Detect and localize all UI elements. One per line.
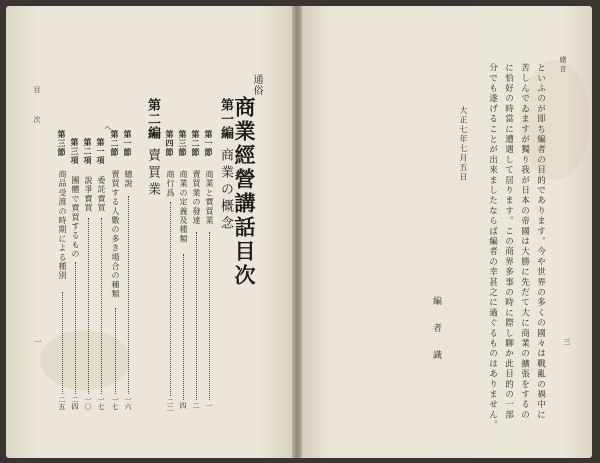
subsection-number: 第三項 — [70, 138, 80, 165]
dot-leader — [128, 196, 129, 394]
dot-leader — [196, 232, 197, 400]
section-page: 二二 — [166, 398, 174, 412]
section-page: 一 — [205, 402, 213, 409]
section-number: 第三節 — [178, 130, 188, 157]
dot-leader — [62, 292, 63, 394]
margin-header-top: 目 — [33, 86, 41, 95]
section-title: 商業の定義及種類 — [179, 170, 188, 244]
subsection-number: 第二項 — [83, 138, 93, 165]
preface-line: といふのが即ち編者の目的であります。今や世界の多くの國々は戰亂の禍中に — [535, 63, 546, 420]
toc-marker: へ — [104, 124, 112, 132]
dot-leader — [183, 254, 184, 400]
subsection-number: 第一項 — [96, 138, 106, 165]
dot-leader — [88, 218, 89, 394]
section-number: 第二節 — [110, 130, 120, 157]
dot-leader — [209, 232, 210, 400]
part-number: 第一編 — [218, 98, 233, 140]
subsection-title: 委託賣買 — [97, 176, 106, 213]
section-page: 二四 — [71, 396, 79, 410]
preface-line: 苦しんでゐますが獨り我が日本の帝國は大勝に先だて大に商業の擴張をするの — [519, 63, 530, 420]
section-title: 賣買する人數の多き場合の種類 — [111, 170, 120, 299]
section-number: 第三節 — [57, 130, 67, 157]
preface-page — [300, 6, 592, 458]
section-page: 二 — [192, 402, 200, 409]
section-title: 商行爲 — [166, 170, 175, 198]
page-number-left: 一 — [34, 338, 42, 345]
section-title: 商業と賣買業 — [205, 170, 214, 226]
part-title: 賣買業 — [145, 148, 160, 199]
part-number: 第二編 — [145, 98, 160, 140]
toc-title: 商業經營講話目次 — [232, 96, 257, 288]
preface-line: に恰好の時當に遭遇して居ります。この商界多事の時に際し聊か此目的の一部 — [503, 63, 514, 420]
section-page: 四 — [179, 402, 187, 409]
section-page: 一〇 — [84, 396, 92, 410]
subsection-title: 說爭賣買 — [84, 176, 93, 213]
section-title: 賣買業の發達 — [192, 170, 201, 226]
section-title: 總說 — [124, 170, 133, 189]
section-page: 一六 — [124, 396, 132, 410]
section-number: 第四節 — [165, 130, 175, 157]
dot-leader — [170, 202, 171, 396]
margin-header-bottom: 次 — [33, 116, 41, 125]
section-title: 商品受渡の時期による種別 — [58, 170, 67, 281]
section-page: 一七 — [97, 396, 105, 410]
running-header: 緒言 — [559, 56, 567, 74]
section-number: 第二節 — [191, 130, 201, 157]
toc-title-prefix: 通俗 — [251, 74, 262, 96]
page-number-right: 三 — [563, 338, 571, 345]
subsection-title: 團體で賣買するもの — [71, 176, 80, 259]
preface-author: 編者識 — [431, 296, 441, 377]
section-page: 二五 — [58, 396, 66, 410]
section-number: 第一節 — [204, 130, 214, 157]
dot-leader — [101, 218, 102, 394]
preface-line: 分でも遂げることが出來ましたならば編者の幸甚之に過ぐるものはありません。 — [487, 63, 498, 431]
dot-leader — [115, 308, 116, 394]
part-title: 商業の概念 — [218, 148, 233, 233]
section-page: 一七 — [111, 396, 119, 410]
section-number: 第一節 — [123, 130, 133, 157]
dot-leader — [75, 262, 76, 394]
book-gutter — [292, 6, 302, 458]
preface-date: 大正七年七月五日 — [459, 106, 468, 182]
